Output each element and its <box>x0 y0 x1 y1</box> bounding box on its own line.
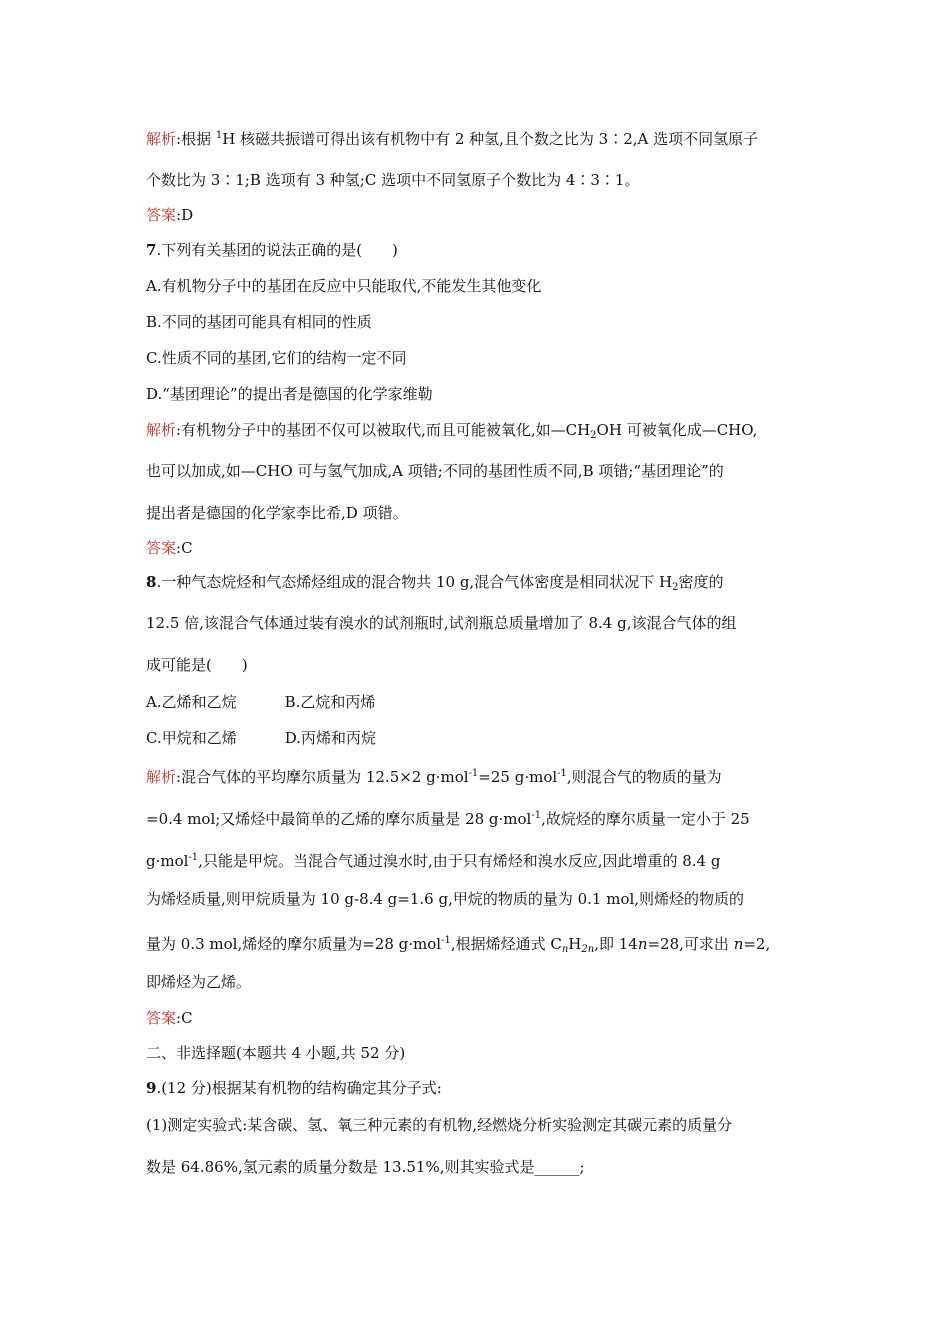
text-segment: 为烯烃质量,则甲烷质量为 10 g-8.4 g=1.6 g,甲烷的物质的量为 0.1 mol,则烯烃的物质的 <box>146 890 745 908</box>
text-line <box>146 613 736 633</box>
text-line <box>146 384 433 404</box>
text-segment: ,即 14 <box>594 935 638 953</box>
text-line <box>146 461 724 481</box>
text-segment: H <box>568 935 582 953</box>
text-line <box>146 1043 405 1063</box>
text-segment: n <box>733 935 744 953</box>
answer-label: 解析 <box>146 130 177 148</box>
text-segment: :根据 <box>176 130 216 148</box>
subscript: n <box>561 944 569 955</box>
text-line <box>146 1078 442 1098</box>
text-line <box>146 312 372 332</box>
text-segment: A.有机物分子中的基团在反应中只能取代,不能发生其他变化 <box>146 277 542 295</box>
text-segment: A.乙烯和乙烷 <box>146 693 237 711</box>
text-segment: =28,可求出 <box>647 935 734 953</box>
text-segment: 二、非选择题(本题共 4 小题,共 52 分) <box>146 1044 406 1062</box>
text-segment: =25 g·mol <box>478 768 558 786</box>
text-segment: 量为 0.3 mol,烯烃的摩尔质量为=28 g·mol <box>146 935 442 953</box>
superscript: -1 <box>557 768 567 779</box>
text-segment: B.乙烷和丙烯 <box>284 693 376 711</box>
text-line <box>146 692 375 712</box>
text-segment: 12.5 倍,该混合气体通过装有溴水的试剂瓶时,试剂瓶总质量增加了 8.4 g,该混合气体的组 <box>146 614 737 632</box>
text-segment: 也可以加成,如—CHO 可与氢气加成,A 项错;不同的基团性质不同,B 项错;“基团理论”的 <box>146 462 724 480</box>
text-line <box>146 1115 732 1135</box>
text-line <box>146 240 398 260</box>
subscript: 2n <box>581 944 595 955</box>
superscript: -1 <box>531 810 542 821</box>
text-segment: ,则混合气的物质的量为 <box>566 768 722 786</box>
text-segment: C.甲烷和乙烯 <box>146 729 237 747</box>
text-segment: :C <box>176 539 193 557</box>
text-segment: OH 可被氧化成—CHO, <box>596 421 758 439</box>
superscript: -1 <box>441 935 451 946</box>
text-line <box>146 205 193 225</box>
text-segment: n <box>637 935 648 953</box>
text-segment: 成可能是( ) <box>146 656 248 674</box>
text-segment: :C <box>176 1009 193 1027</box>
text-segment: 8 <box>146 573 157 591</box>
text-line <box>146 126 758 149</box>
text-line <box>146 764 722 787</box>
text-segment: 即烯烃为乙烯。 <box>146 973 252 991</box>
answer-label: 解析 <box>146 768 177 786</box>
answer-label: 答案 <box>146 539 177 557</box>
text-segment: ,只能是甲烷。当混合气通过溴水时,由于只有烯烃和溴水反应,因此增重的 8.4 g <box>198 852 721 870</box>
text-segment: 密度的 <box>678 573 724 591</box>
text-segment: 9 <box>146 1079 157 1097</box>
text-segment: .(12 分)根据某有机物的结构确定其分子式: <box>156 1079 442 1097</box>
text-line <box>146 1157 585 1177</box>
text-segment: ,故烷烃的摩尔质量一定小于 25 <box>541 810 750 828</box>
subscript: 2 <box>590 430 597 441</box>
text-segment: :有机物分子中的基团不仅可以被取代,而且可能被氧化,如—CH <box>176 421 591 439</box>
text-line <box>146 655 248 675</box>
answer-label: 答案 <box>146 206 177 224</box>
text-segment: .下列有关基团的说法正确的是( ) <box>156 241 398 259</box>
superscript: -1 <box>188 852 199 863</box>
text-segment: D.“基团理论”的提出者是德国的化学家维勒 <box>146 385 433 403</box>
text-line <box>146 1008 193 1028</box>
text-segment: 个数比为 3∶1;B 选项有 3 种氢;C 选项中不同氢原子个数比为 4∶3∶1。 <box>146 171 640 189</box>
text-segment: H 核磁共振谱可得出该有机物中有 2 种氢,且个数之比为 3∶2,A 选项不同氢原子 <box>222 130 759 148</box>
text-line <box>146 931 770 960</box>
text-line <box>146 503 408 523</box>
text-segment: g·mol <box>146 852 189 870</box>
text-segment: 提出者是德国的化学家李比希,D 项错。 <box>146 504 408 522</box>
superscript: -1 <box>468 768 479 779</box>
text-line <box>146 170 639 190</box>
answer-label: 解析 <box>146 421 177 439</box>
text-segment: =0.4 mol;又烯烃中最简单的乙烯的摩尔质量是 28 g·mol <box>146 810 532 828</box>
superscript: 1 <box>215 130 223 141</box>
text-segment: 7 <box>146 241 157 259</box>
text-line <box>146 889 744 909</box>
text-segment: ,根据烯烃通式 C <box>450 935 562 953</box>
text-segment: .一种气态烷烃和气态烯烃组成的混合物共 10 g,混合气体密度是相同状况下 H <box>156 573 673 591</box>
text-segment: 数是 64.86%,氢元素的质量分数是 13.51%,则其实验式是______; <box>146 1158 585 1176</box>
text-line <box>146 806 750 829</box>
text-line <box>146 572 723 598</box>
text-line <box>146 276 541 296</box>
text-segment: :D <box>176 206 194 224</box>
subscript: 2 <box>672 582 679 593</box>
text-segment: C.性质不同的基团,它们的结构一定不同 <box>146 349 407 367</box>
text-line <box>146 348 406 368</box>
text-segment: B.不同的基团可能具有相同的性质 <box>146 313 372 331</box>
text-segment: :混合气体的平均摩尔质量为 12.5×2 g·mol <box>176 768 469 786</box>
text-segment: D.丙烯和丙烷 <box>284 729 376 747</box>
text-line <box>146 728 376 748</box>
text-line <box>146 420 757 446</box>
text-line <box>146 848 720 871</box>
answer-label: 答案 <box>146 1009 177 1027</box>
text-line <box>146 538 193 558</box>
text-segment: (1)测定实验式:某含碳、氢、氧三种元素的有机物,经燃烧分析实验测定其碳元素的质量分 <box>146 1116 733 1134</box>
text-line <box>146 972 251 992</box>
text-segment: =2, <box>743 935 771 953</box>
